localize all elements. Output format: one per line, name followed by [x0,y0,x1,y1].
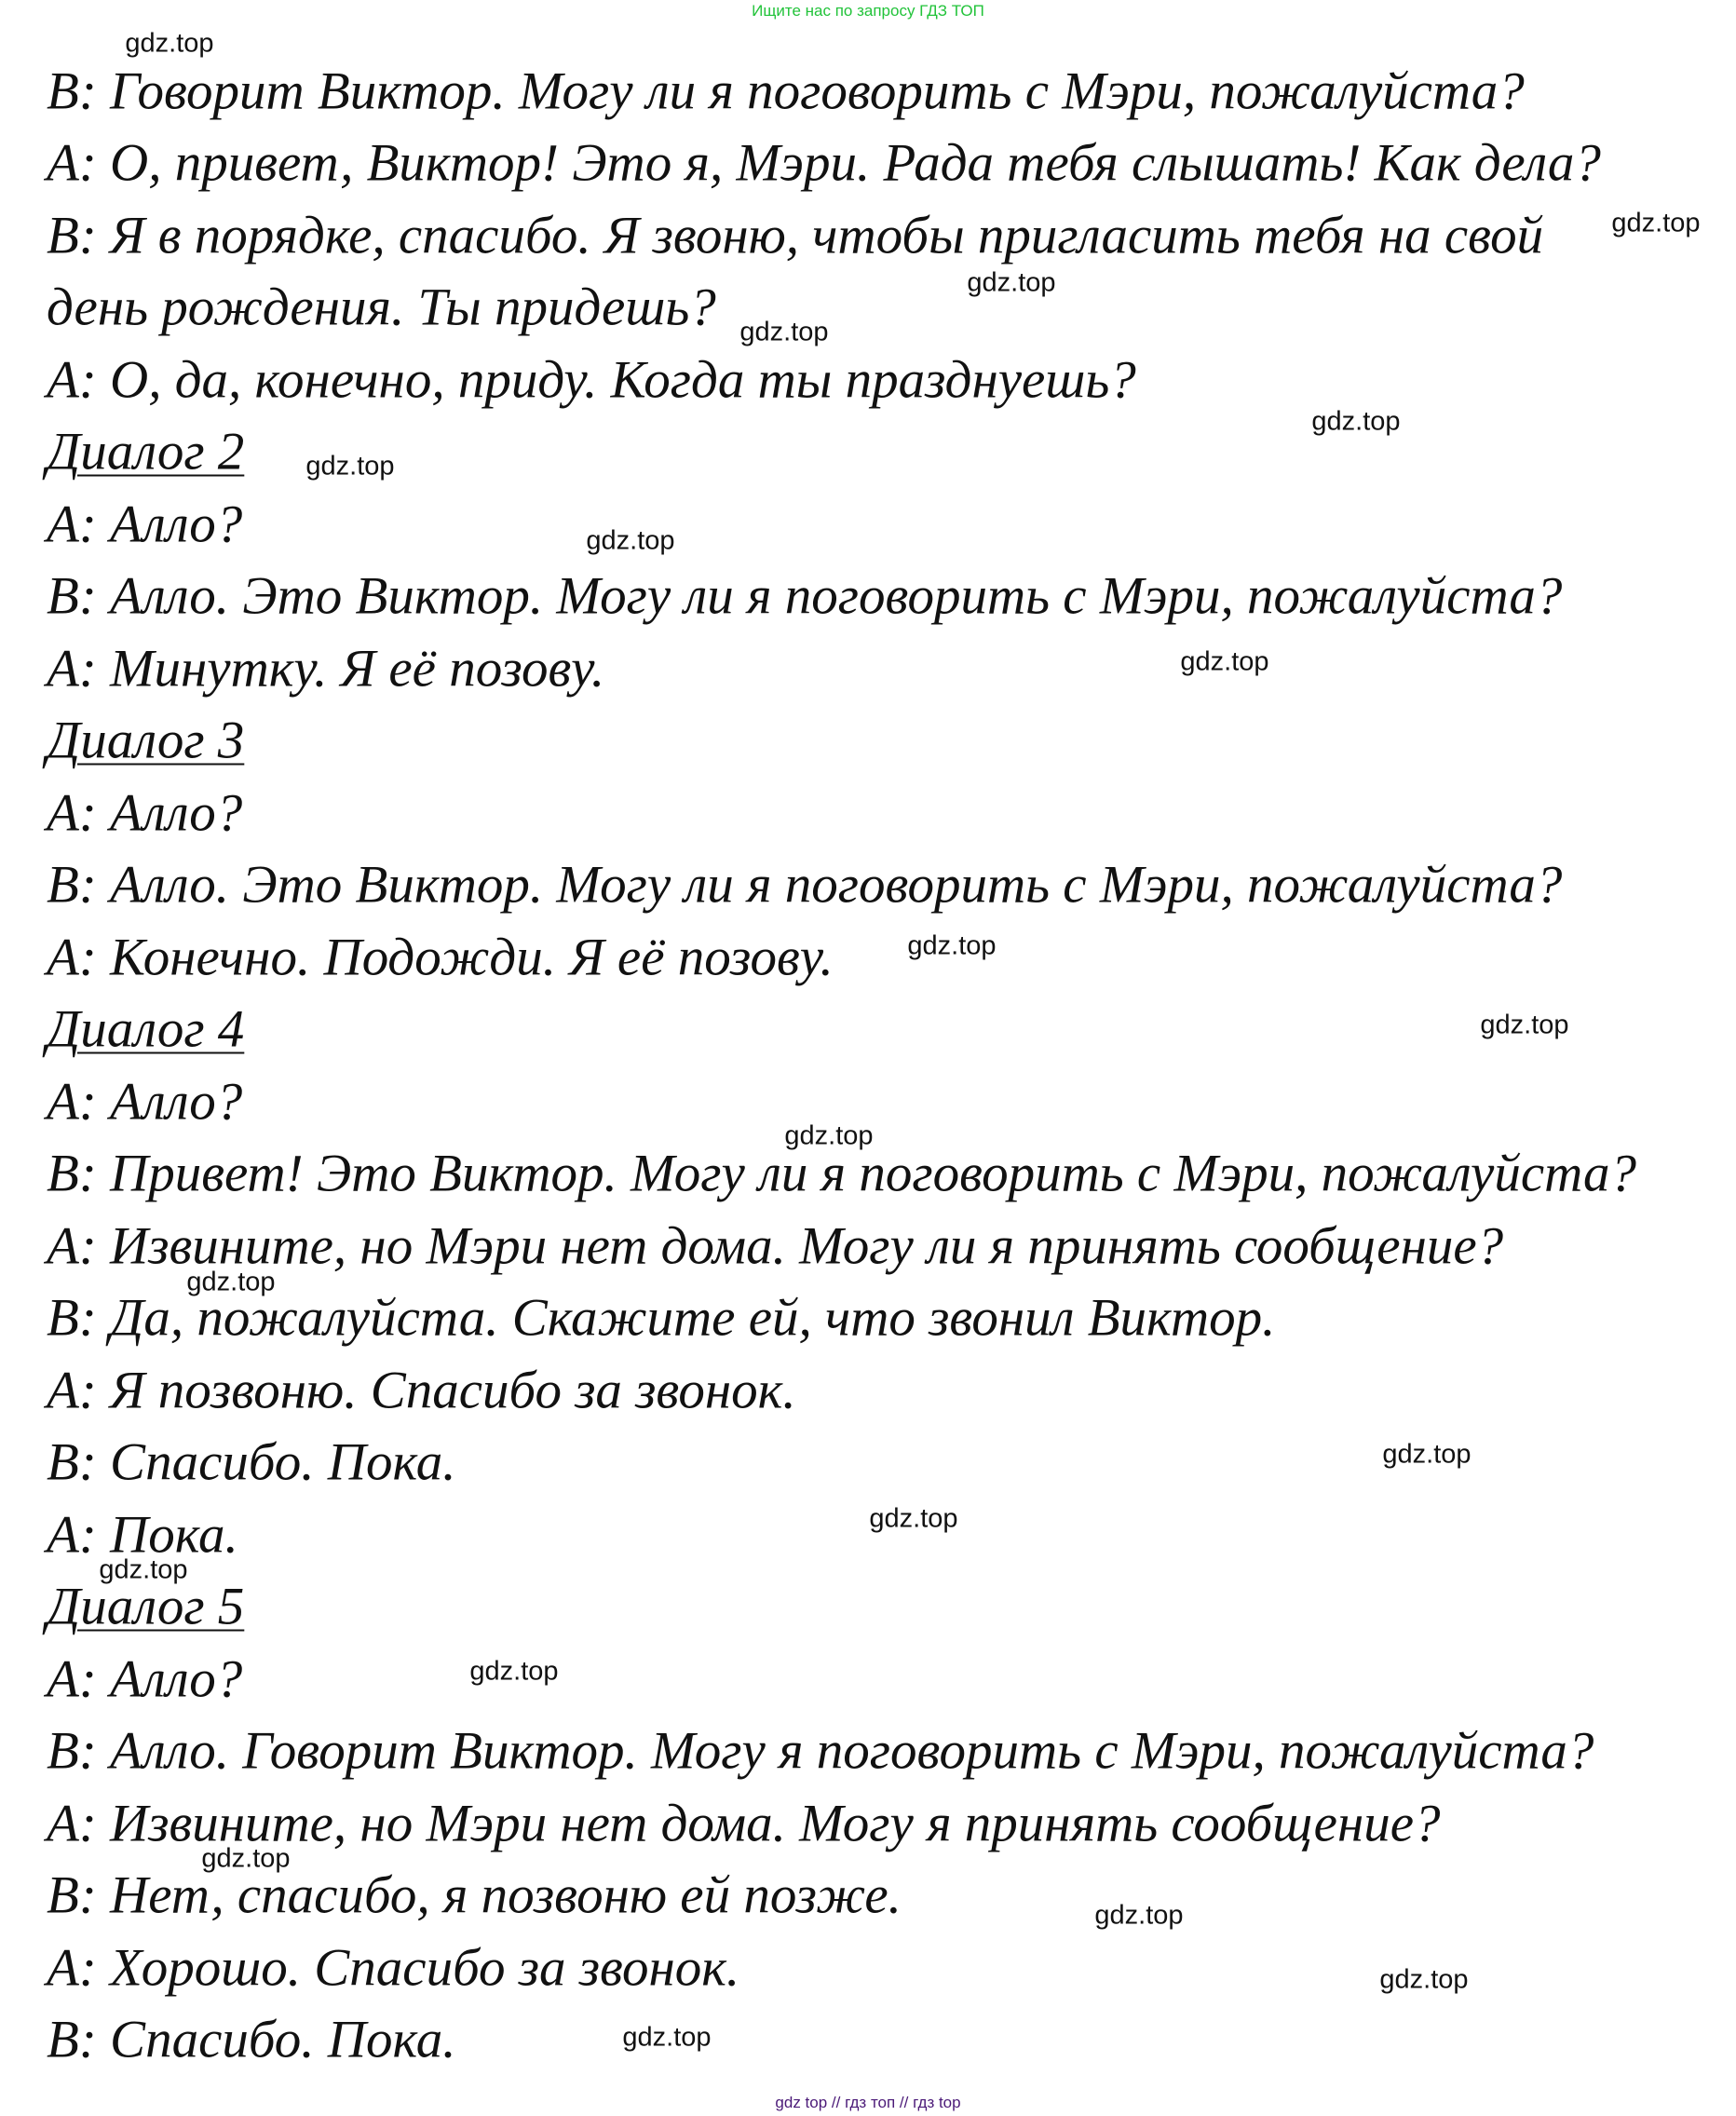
dialog-heading: Диалог 4 [47,999,245,1059]
dialog-line: B: Алло. Это Виктор. Могу ли я поговорить с Мэри, пожалуйста? [47,566,1563,626]
dialog-line: A: Минутку. Я её позову. [47,639,605,698]
dialog-line: B: Говорит Виктор. Могу ли я поговорить с Мэри, пожалуйста? [47,61,1525,120]
watermark: gdz.top [739,317,829,347]
dialog-line: B: Привет! Это Виктор. Могу ли я поговорить с Мэри, пожалуйста? [47,1144,1636,1203]
dialog-line: A: Пока. [47,1505,238,1564]
dialog-line: B: Спасибо. Пока. [47,2010,456,2069]
dialog-line: A: О, привет, Виктор! Это я, Мэри. Рада тебя слышать! Как дела? [47,133,1601,193]
dialog-line: A: Алло? [47,1649,243,1708]
dialog-heading: Диалог 2 [47,422,245,482]
dialog-line: A: Алло? [47,1072,243,1131]
dialog-line: B: Да, пожалуйста. Скажите ей, что звонил Виктор. [47,1288,1276,1348]
watermark: gdz.top [784,1120,874,1151]
watermark: gdz.top [907,930,997,961]
dialog-line: B: Алло. Это Виктор. Могу ли я поговорить с Мэри, пожалуйста? [47,855,1563,915]
watermark: gdz.top [1094,1900,1184,1931]
watermark: gdz.top [586,525,675,556]
dialog-line: A: О, да, конечно, приду. Когда ты празднуешь? [47,350,1136,409]
dialog-line: A: Я позвоню. Спасибо за звонок. [47,1361,796,1419]
watermark: gdz.top [1480,1010,1569,1040]
watermark: gdz.top [622,2022,712,2053]
watermark: gdz.top [305,451,395,482]
footer-links[interactable]: gdz top // гдз топ // гдз top [775,2094,961,2111]
watermark: gdz.top [125,28,214,59]
dialog-line: A: Алло? [47,495,243,553]
dialog-line: B: Спасибо. Пока. [47,1432,456,1492]
watermark: gdz.top [1611,208,1701,238]
dialog-line: A: Алло? [47,783,243,842]
dialog-line: A: Хорошо. Спасибо за звонок. [47,1938,740,1997]
dialog-line: A: Извините, но Мэри нет дома. Могу я принять сообщение? [47,1794,1441,1852]
watermark: gdz.top [186,1267,276,1297]
watermark: gdz.top [201,1843,291,1874]
watermark: gdz.top [967,267,1056,298]
watermark: gdz.top [1180,646,1269,677]
watermark: gdz.top [1382,1439,1472,1470]
dialog-line: B: Я в порядке, спасибо. Я звоню, чтобы пригласить тебя на свой [47,206,1544,264]
dialog-line: A: Конечно. Подожди. Я её позову. [47,928,834,986]
dialog-line: B: Нет, спасибо, я позвоню ей позже. [47,1865,902,1925]
dialog-line: B: Алло. Говорит Виктор. Могу я поговорить с Мэри, пожалуйста? [47,1721,1594,1781]
watermark: gdz.top [1379,1964,1469,1995]
dialog-heading: Диалог 5 [47,1577,245,1636]
watermark: gdz.top [1311,406,1401,437]
search-banner-link[interactable]: Ищите нас по запросу ГДЗ ТОП [752,2,984,20]
watermark: gdz.top [869,1503,958,1534]
dialog-heading: Диалог 3 [47,711,245,770]
watermark: gdz.top [99,1554,188,1585]
dialog-line: день рождения. Ты придешь? [47,278,716,337]
dialog-line: A: Извините, но Мэри нет дома. Могу ли я принять сообщение? [47,1216,1504,1275]
watermark: gdz.top [469,1656,559,1687]
